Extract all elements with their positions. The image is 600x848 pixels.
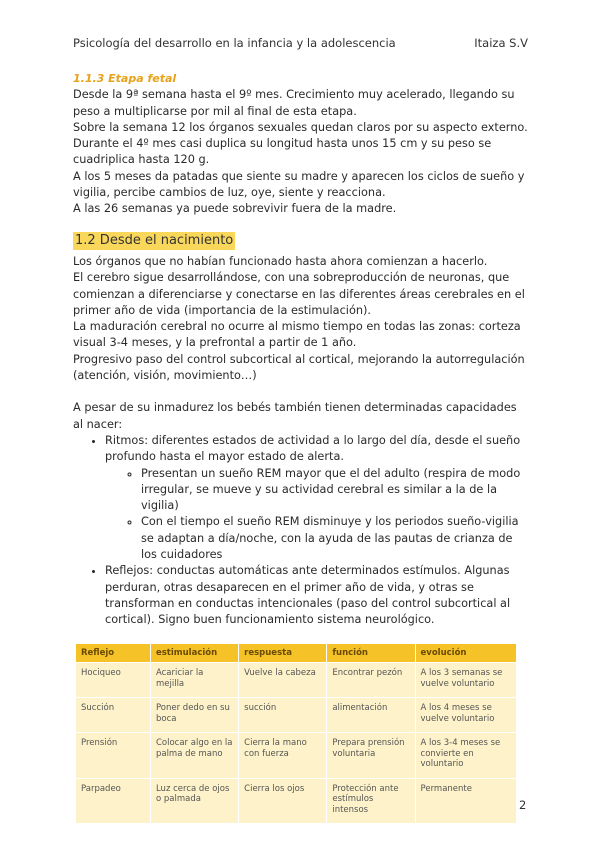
table-cell: Protección ante estímulos intensos bbox=[327, 778, 415, 824]
table-cell: Prepara prensión voluntaria bbox=[327, 733, 415, 779]
table-cell: Succión bbox=[76, 698, 151, 733]
table-header-row bbox=[76, 643, 517, 663]
table-cell: alimentación bbox=[327, 698, 415, 733]
table-cell: Colocar algo en la palma de mano bbox=[150, 733, 238, 779]
birth-section-heading: 1.2 Desde el nacimiento bbox=[73, 232, 235, 250]
table-row bbox=[76, 663, 517, 698]
birth-paragraph-2: El cerebro sigue desarrollándose, con una sobreproducción de neuronas, que comienzan a diferenciarse y conectarse en las diferentes áreas cerebrales en el primer año de vida (importancia de la estimulación). bbox=[73, 271, 525, 317]
fetal-paragraph-2: Sobre la semana 12 los órganos sexuales quedan claros por su aspecto externo. bbox=[73, 120, 528, 134]
fetal-paragraph-4: A los 5 meses da patadas que siente su madre y aparecen los ciclos de sueño y vigilia, percibe cambios de luz, oye, siente y reacciona. bbox=[73, 169, 525, 200]
page-header bbox=[73, 36, 528, 50]
sublist-item: ◦ Con el tiempo el sueño REM disminuye y los periodos sueño-vigilia se adaptan a día/noche, con la ayuda de las pautas de crianza de los cuidadores bbox=[141, 514, 528, 563]
birth-paragraph-1: Los órganos que no habían funcionado hasta ahora comienzan a hacerlo. bbox=[73, 254, 488, 268]
page-number: 2 bbox=[519, 798, 527, 812]
table-cell: Vuelve la cabeza bbox=[239, 663, 327, 698]
list-item-reflexes: • Reflejos: conductas automáticas ante determinados estímulos. Algunas perduran, otras desaparecen en el primer año de vida, y otras se transforman en conductas intencionales (paso del control subcortical al cortical). Signo buen funcionamiento sistema neurológico. bbox=[105, 563, 528, 628]
header-title: Psicología del desarrollo en la infancia y la adolescencia bbox=[73, 36, 396, 50]
column-header: estimulación bbox=[150, 643, 238, 663]
page-content bbox=[73, 71, 528, 824]
table-cell: Poner dedo en su boca bbox=[150, 698, 238, 733]
table-cell: A los 3-4 meses se convierte en voluntario bbox=[415, 733, 516, 779]
table-cell: Parpadeo bbox=[76, 778, 151, 824]
fetal-paragraph-1: Desde la 9ª semana hasta el 9º mes. Crecimiento muy acelerado, llegando su peso a multiplicarse por mil al final de esta etapa. bbox=[73, 88, 515, 118]
table-cell: A los 4 meses se vuelve voluntario bbox=[415, 698, 516, 733]
table-row bbox=[76, 698, 517, 733]
header-author: Itaiza S.V bbox=[474, 36, 528, 50]
column-header: evolución bbox=[415, 643, 516, 663]
fetal-paragraph-3: Durante el 4º mes casi duplica su longitud hasta unos 15 cm y su peso se cuadriplica hasta 120 g. bbox=[73, 137, 492, 167]
table-cell: Cierra la mano con fuerza bbox=[239, 733, 327, 779]
list-item-rhythms: • Ritmos: diferentes estados de actividad a lo largo del día, desde el sueño profundo hasta el mayor estado de alerta. ◦ Presentan un sueño REM mayor que el del adulto (respira de modo irregular, se mueve y su actividad cerebral es similar a la de la vigilia) ◦ Con el tiempo el sueño REM disminuye y los periodos sueño-vigilia se adaptan a día/noche, con la ayuda de las pautas de crianza de los cuidadores bbox=[105, 433, 528, 563]
column-header: función bbox=[327, 643, 415, 663]
table-cell: A los 3 semanas se vuelve voluntario bbox=[415, 663, 516, 698]
rhythms-sublist bbox=[105, 466, 528, 564]
reflexes-table bbox=[75, 643, 517, 825]
sublist-item: ◦ Presentan un sueño REM mayor que el del adulto (respira de modo irregular, se mueve y su actividad cerebral es similar a la de la vigilia) bbox=[141, 466, 528, 515]
table-cell: Encontrar pezón bbox=[327, 663, 415, 698]
birth-paragraph-3: La maduración cerebral no ocurre al mismo tiempo en todas las zonas: corteza visual 3-4 meses, y la prefrontal a partir de 1 año. bbox=[73, 320, 521, 350]
birth-paragraph-5: A pesar de su inmadurez los bebés también tienen determinadas capacidades al nacer: bbox=[73, 401, 517, 431]
table-cell: Acariciar la mejilla bbox=[150, 663, 238, 698]
fetal-stage-heading: 1.1.3 Etapa fetal bbox=[73, 72, 177, 85]
table-cell: Permanente bbox=[415, 778, 516, 824]
table-cell: Prensión bbox=[76, 733, 151, 779]
birth-paragraph-4: Progresivo paso del control subcortical al cortical, mejorando la autorregulación (atención, visión, movimiento…) bbox=[73, 352, 525, 383]
table-row bbox=[76, 778, 517, 824]
column-header: respuesta bbox=[239, 643, 327, 663]
capacities-list bbox=[73, 433, 528, 629]
column-header: Reflejo bbox=[76, 643, 151, 663]
table-cell: Hociqueo bbox=[76, 663, 151, 698]
table-row bbox=[76, 733, 517, 779]
fetal-paragraph-5: A las 26 semanas ya puede sobrevivir fuera de la madre. bbox=[73, 202, 397, 216]
table-cell: succión bbox=[239, 698, 327, 733]
table-cell: Luz cerca de ojos o palmada bbox=[150, 778, 238, 824]
table-cell: Cierra los ojos bbox=[239, 778, 327, 824]
